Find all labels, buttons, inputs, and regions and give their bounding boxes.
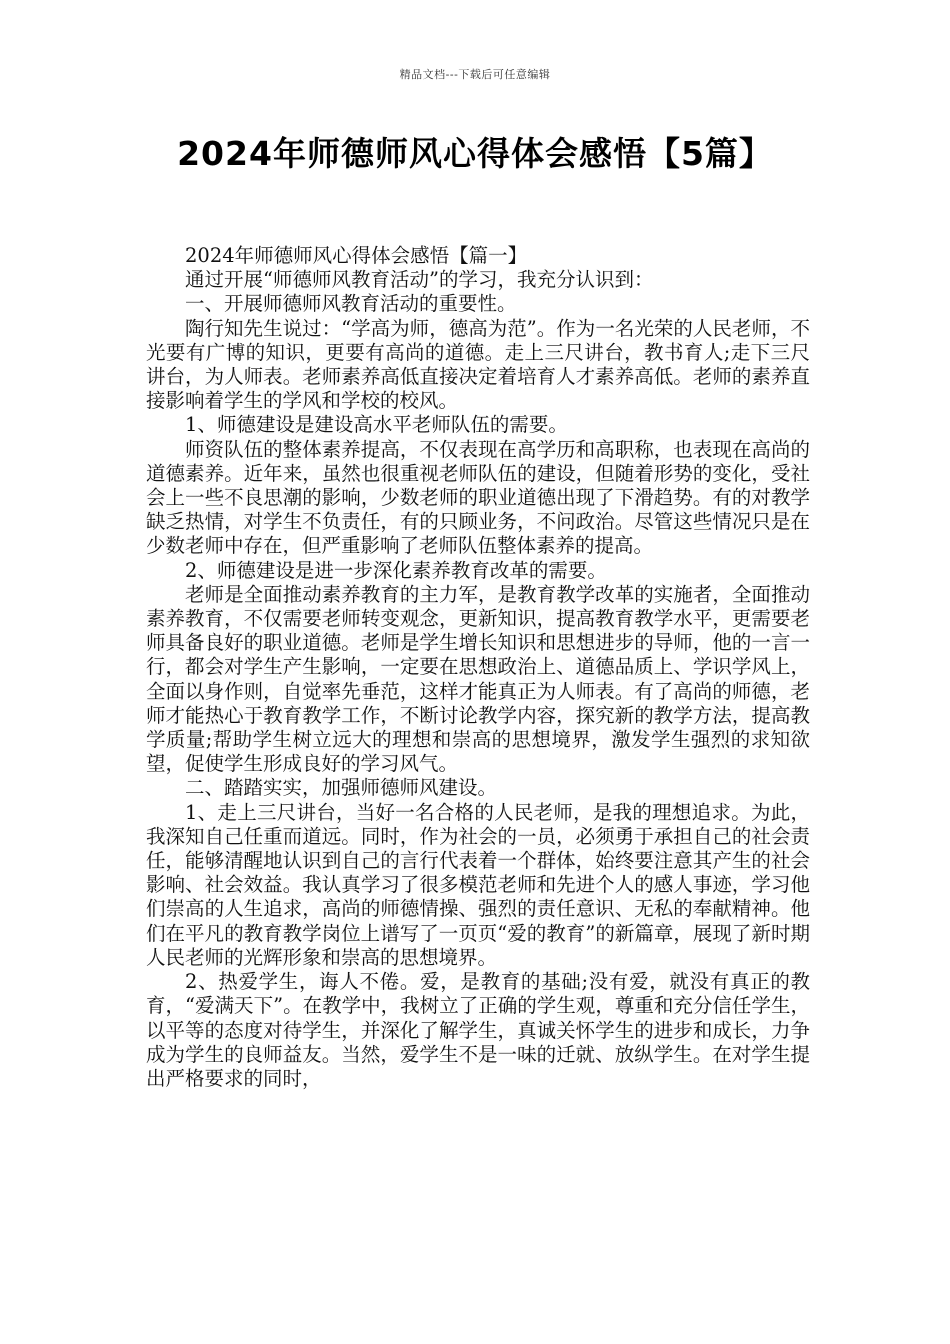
paragraph: 老师是全面推动素养教育的主力军，是教育教学改革的实施者，全面推动素养教育，不仅需要老师转变观念，更新知识，提高教育教学水平，更需要老师具备良好的职业道德。老师是学生增长知识和思想进步的导师，他的一言一行，都会对学生产生影响，一定要在思想政治上、道德品质上、学识学风上，全面以身作则，自觉率先垂范，这样才能真正为人师表。有了高尚的师德，老师才能热心于教育教学工作，不断讨论教学内容，探究新的教学方法，提高教学质量;帮助学生树立远大的理想和崇高的思想境界，激发学生强烈的求知欲望，促使学生形成良好的学习风气。 bbox=[146, 582, 810, 776]
subheading: 一、开展师德师风教育活动的重要性。 bbox=[185, 292, 517, 316]
document-body bbox=[146, 244, 810, 1091]
paragraph: 陶行知先生说过：“学高为师，德高为范”。作为一名光荣的人民老师，不光要有广博的知识，更要有高尚的道德。走上三尺讲台，教书育人;走下三尺讲台，为人师表。老师素养高低直接决定着培育人才素养高低。老师的素养直接影响着学生的学风和学校的校风。 bbox=[146, 316, 810, 413]
paragraph: 1、走上三尺讲台，当好一名合格的人民老师，是我的理想追求。为此，我深知自己任重而道远。同时，作为社会的一员，必须勇于承担自己的社会责任，能够清醒地认识到自己的言行代表着一个群体，始终要注意其产生的社会影响、社会效益。我认真学习了很多模范老师和先进个人的感人事迹，学习他们崇高的人生追求，高尚的师德情操、强烈的责任意识、无私的奉献精神。他们在平凡的教育教学岗位上谱写了一页页“爱的教育”的新篇章，展现了新时期人民老师的光辉形象和崇高的思想境界。 bbox=[146, 800, 810, 969]
paragraph: 通过开展“师德师风教育活动”的学习，我充分认识到： bbox=[185, 268, 654, 292]
subheading: 二、踏踏实实，加强师德师风建设。 bbox=[185, 776, 498, 800]
paragraph: 师资队伍的整体素养提高，不仅表现在高学历和高职称，也表现在高尚的道德素养。近年来，虽然也很重视老师队伍的建设，但随着形势的变化，受社会上一些不良思潮的影响，少数老师的职业道德出现了下滑趋势。有的对教学缺乏热情，对学生不负责任，有的只顾业务，不问政治。尽管这些情况只是在少数老师中存在，但严重影响了老师队伍整体素养的提高。 bbox=[146, 437, 810, 558]
header-note: 精品文档---下载后可任意编辑 bbox=[399, 68, 551, 81]
subheading: 1、师德建设是建设高水平老师队伍的需要。 bbox=[185, 413, 568, 437]
section-heading: 2024年师德师风心得体会感悟【篇一】 bbox=[185, 244, 528, 267]
document-title: 2024年师德师风心得体会感悟【5篇】 bbox=[177, 134, 773, 173]
subheading: 2、师德建设是进一步深化素养教育改革的需要。 bbox=[185, 558, 607, 582]
paragraph: 2、热爱学生，诲人不倦。爱，是教育的基础;没有爱，就没有真正的教育，“爱满天下”。在教学中，我树立了正确的学生观，尊重和充分信任学生，以平等的态度对待学生，并深化了解学生，真诚关怀学生的进步和成长，力争成为学生的良师益友。当然，爱学生不是一味的迁就、放纵学生。在对学生提出严格要求的同时， bbox=[146, 970, 810, 1090]
